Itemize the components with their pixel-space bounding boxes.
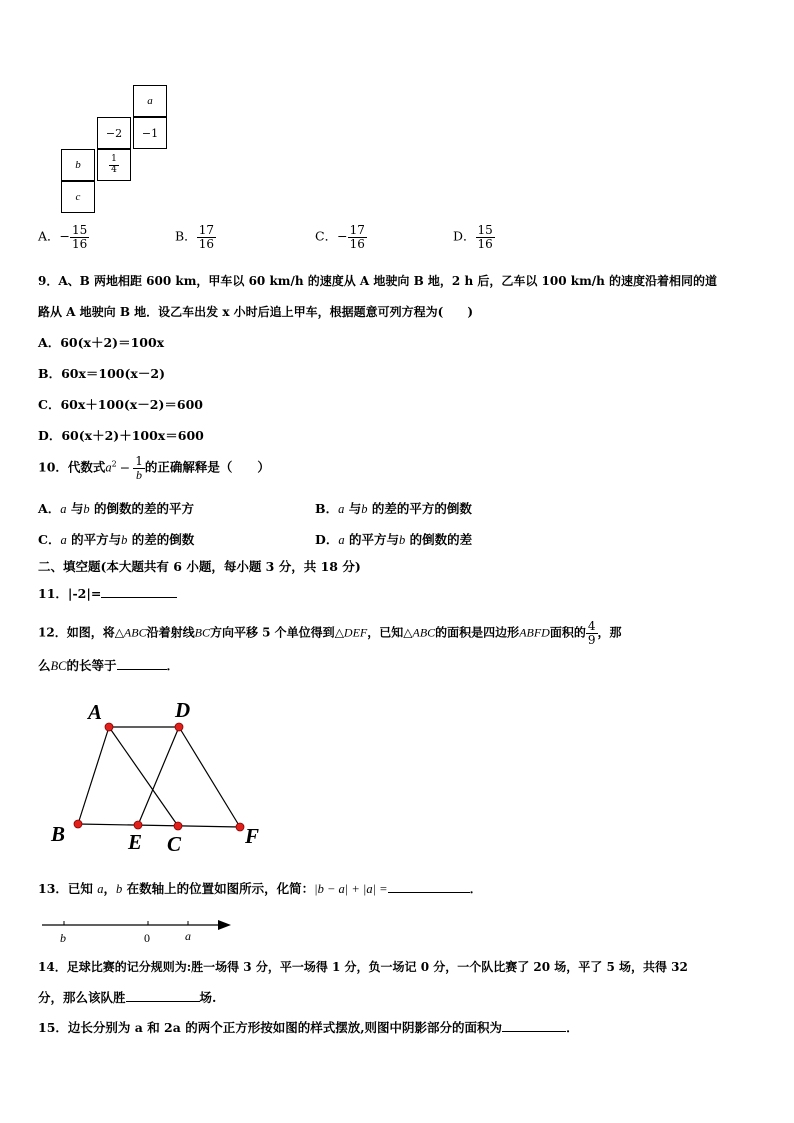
cube-cell-minus1: −1 bbox=[133, 117, 167, 149]
label-a: A bbox=[88, 700, 103, 724]
q13-number-line bbox=[40, 912, 240, 946]
q11-stem: 11．|-2|= bbox=[38, 584, 177, 602]
q9-option-b[interactable]: B．60x＝100(x－2) bbox=[38, 366, 165, 381]
point-b bbox=[74, 820, 82, 828]
q8-option-c[interactable]: C．− $\frac{17}{16}$ bbox=[315, 223, 365, 251]
label-b: B bbox=[51, 822, 66, 846]
q10-option-d[interactable]: D．a 的平方与b 的倒数的差 bbox=[315, 532, 473, 547]
point-e bbox=[134, 821, 142, 829]
q8-option-a[interactable]: A．− $\frac{15}{16}$ bbox=[38, 223, 88, 251]
segment-ab bbox=[78, 727, 109, 824]
q10-option-b[interactable]: B．a 与b 的差的平方的倒数 bbox=[315, 501, 472, 516]
segment-bf bbox=[78, 824, 240, 827]
q9-stem-line2: 路从 A 地驶向 B 地．设乙车出发 x 小时后追上甲车，根据题意可列方程为( ) bbox=[38, 305, 474, 319]
segment-df bbox=[179, 727, 240, 827]
cube-cell-minus2: −2 bbox=[97, 117, 131, 149]
q12-stem-line2: 么BC的长等于 ． bbox=[38, 658, 180, 673]
label-f: F bbox=[245, 824, 260, 848]
point-d bbox=[175, 723, 183, 731]
segment-de bbox=[138, 727, 179, 825]
cube-cell-c: c bbox=[61, 181, 95, 213]
q10-option-a[interactable]: A．a 与b 的倒数的差的平方 bbox=[38, 501, 194, 516]
cube-cell-a: a bbox=[133, 85, 167, 117]
cube-cell-b: b bbox=[61, 149, 95, 181]
q10-stem: 10．代数式$a^2$ − $\frac{1}{b}$ 的正确解释是（ ） bbox=[38, 454, 270, 482]
axis-label-b: b bbox=[60, 931, 66, 945]
q14-stem-line2: 分，那么该队胜 场. bbox=[38, 990, 217, 1005]
cube-cell-quarter: $\frac{1}{4}$ bbox=[97, 149, 131, 181]
label-e: E bbox=[128, 830, 143, 854]
axis-label-zero: 0 bbox=[144, 931, 150, 945]
label-d: D bbox=[175, 698, 191, 722]
q9-option-d[interactable]: D．60(x＋2)＋100x＝600 bbox=[38, 428, 204, 443]
axis-arrow-icon bbox=[218, 920, 231, 930]
q9-stem-line1: 9．A、B 两地相距 600 km，甲车以 60 km/h 的速度从 A 地驶向 B 地，2 h 后，乙车以 100 km/h 的速度沿着相同的道 bbox=[38, 274, 718, 288]
point-f bbox=[236, 823, 244, 831]
q8-option-b[interactable]: B． $\frac{17}{16}$ bbox=[175, 223, 214, 251]
point-c bbox=[174, 822, 182, 830]
section-title-fill-in: 二、填空题(本大题共有 6 小题，每小题 3 分，共 18 分) bbox=[38, 559, 361, 574]
point-a bbox=[105, 723, 113, 731]
q9-option-a[interactable]: A．60(x＋2)＝100x bbox=[38, 335, 165, 350]
axis-label-a: a bbox=[185, 929, 191, 943]
q12-stem-line1: 12．如图，将△ABC沿着射线BC方向平移 5 个单位得到△DEF，已知△ABC的面积是四边形ABFD面积的 $\frac{4}{9}$ ，那 bbox=[38, 619, 622, 647]
q9-option-c[interactable]: C．60x＋100(x－2)＝600 bbox=[38, 397, 203, 412]
q15-stem: 15．边长分别为 a 和 2a 的两个正方形按如图的样式摆放,则图中阴影部分的面积为 ． bbox=[38, 1020, 579, 1035]
q13-stem: 13．已知 a，b 在数轴上的位置如图所示，化简：|b − a| + |a| = ． bbox=[38, 881, 483, 896]
q10-option-c[interactable]: C．a 的平方与b 的差的倒数 bbox=[38, 532, 195, 547]
q12-figure bbox=[40, 690, 280, 860]
q14-stem-line1: 14．足球比赛的记分规则为:胜一场得 3 分，平一场得 1 分，负一场记 0 分，一个队比赛了 20 场，平了 5 场，共得 32 bbox=[38, 960, 688, 974]
q8-option-d[interactable]: D． $\frac{15}{16}$ bbox=[453, 223, 493, 251]
label-c: C bbox=[167, 832, 182, 856]
